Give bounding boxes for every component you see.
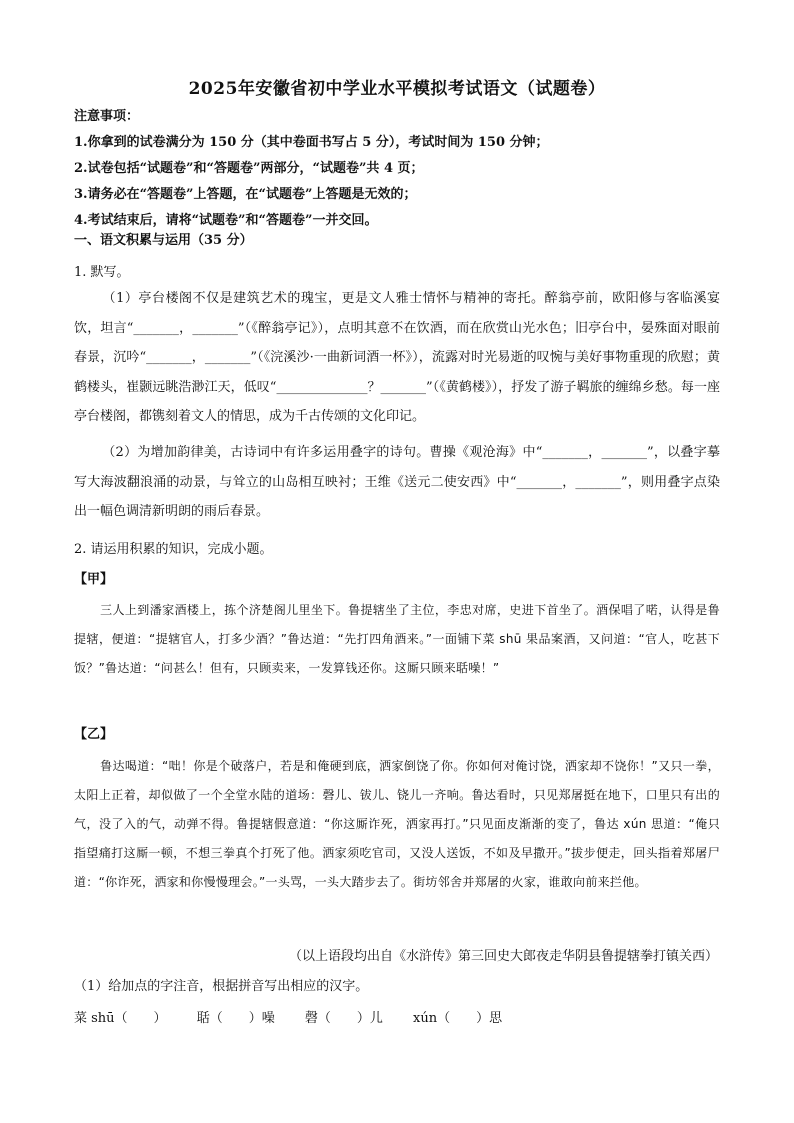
passage-yi	[74, 752, 720, 897]
subquestion-1: （1）给加点的字注音，根据拼音写出相应的汉字。	[74, 979, 369, 994]
question-1-part-2-text: （2）为增加韵律美，古诗词中有许多运用叠字的诗句。曹操《观沧海》中“_______，_______”，以叠字摹写大海波翻浪涌的动景，与耸立的山岛相互映衬；王维《送元二使安西》中“_______，_______”，则用叠字点染出一幅色调清新明朗的雨后春景。	[74, 445, 720, 519]
passage-jia-text: 三人上到潘家酒楼上，拣个济楚阁儿里坐下。鲁提辖坐了主位，李忠对席，史进下首坐了。酒保唱了喏，认得是鲁提辖，便道：“提辖官人，打多少酒？”鲁达道：“先打四角酒来。”一面铺下菜 shū 果品案酒，又问道：“官人，吃甚下饭？”鲁达道：“问甚么！但有，只顾卖来，一发算钱还你。这厮只顾来聒噪！”	[74, 603, 720, 675]
question-1-part-2	[74, 438, 720, 527]
notice-item-3: 3.请务必在“答题卷”上答题，在“试题卷”上答题是无效的；	[74, 187, 417, 202]
section-heading: 一、语文积累与运用（35 分）	[74, 233, 253, 248]
fill-blank-qing[interactable]: 磬（ ）儿	[304, 1011, 383, 1026]
fill-blank-shu[interactable]: 菜 shū（ ）	[74, 1011, 167, 1026]
question-1-part-1-text: （1）亭台楼阁不仅是建筑艺术的瑰宝，更是文人雅士情怀与精神的寄托。醉翁亭前，欧阳修与客临溪宴饮，坦言“_______，_______”（《醉翁亭记》），点明其意不在饮酒，而在欣赏山光水色；旧亭台中，晏殊面对眼前春景，沉吟“_______，_______”（《浣溪沙·一曲新词酒一杯》），流露对时光易逝的叹惋与美好事物重现的欣慰；黄鹤楼头，崔颢远眺浩渺江天，低叹“______________？_______”（《黄鹤楼》），抒发了游子羁旅的缠绵乡愁。每一座亭台楼阁，都镌刻着文人的情思，成为千古传颂的文化印记。	[74, 291, 720, 424]
notice-item-2: 2.试卷包括“试题卷”和“答题卷”两部分，“试题卷”共 4 页；	[74, 161, 424, 176]
page-title: 2025年安徽省初中学业水平模拟考试语文（试题卷）	[188, 79, 606, 99]
fill-blank-xun[interactable]: xún（ ）思	[413, 1011, 503, 1026]
notice-block	[74, 104, 734, 234]
passage-jia-label: 【甲】	[74, 572, 114, 587]
question-1-part-1	[74, 284, 720, 432]
passage-jia	[74, 596, 720, 683]
notice-item-4: 4.考试结束后，请将“试题卷”和“答题卷”一并交回。	[74, 213, 378, 228]
fill-blank-guo[interactable]: 聒（ ）噪	[196, 1011, 275, 1026]
passage-yi-label: 【乙】	[74, 727, 114, 742]
question-1-label: 1. 默写。	[74, 265, 130, 280]
notice-item-1: 1.你拿到的试卷满分为 150 分（其中卷面书写占 5 分），考试时间为 150 分钟；	[74, 135, 549, 150]
fill-blank-row	[74, 1007, 528, 1026]
passage-source: （以上语段均出自《水浒传》第三回史大郎夜走华阴县鲁提辖拳打镇关西）	[288, 949, 718, 964]
notice-heading: 注意事项：	[74, 109, 140, 124]
passage-yi-text: 鲁达喝道：“咄！你是个破落户，若是和俺硬到底，洒家倒饶了你。你如何对俺讨饶，洒家却不饶你！”又只一拳，太阳上正着，却似做了一个全堂水陆的道场：磬儿、钹儿、铙儿一齐响。鲁达看时，只见郑屠挺在地下，口里只有出的气，没了入的气，动弹不得。鲁提辖假意道：“你这厮诈死，洒家再打。”只见面皮渐渐的变了，鲁达 xún 思道：“俺只指望痛打这厮一顿，不想三拳真个打死了他。洒家须吃官司，又没人送饭，不如及早撒开。”拔步便走，回头指着郑屠尸道：“你诈死，洒家和你慢慢理会。”一头骂，一头大踏步去了。街坊邻舍并郑屠的火家，谁敢向前来拦他。	[74, 759, 720, 889]
question-2-label: 2. 请运用积累的知识，完成小题。	[74, 542, 273, 557]
